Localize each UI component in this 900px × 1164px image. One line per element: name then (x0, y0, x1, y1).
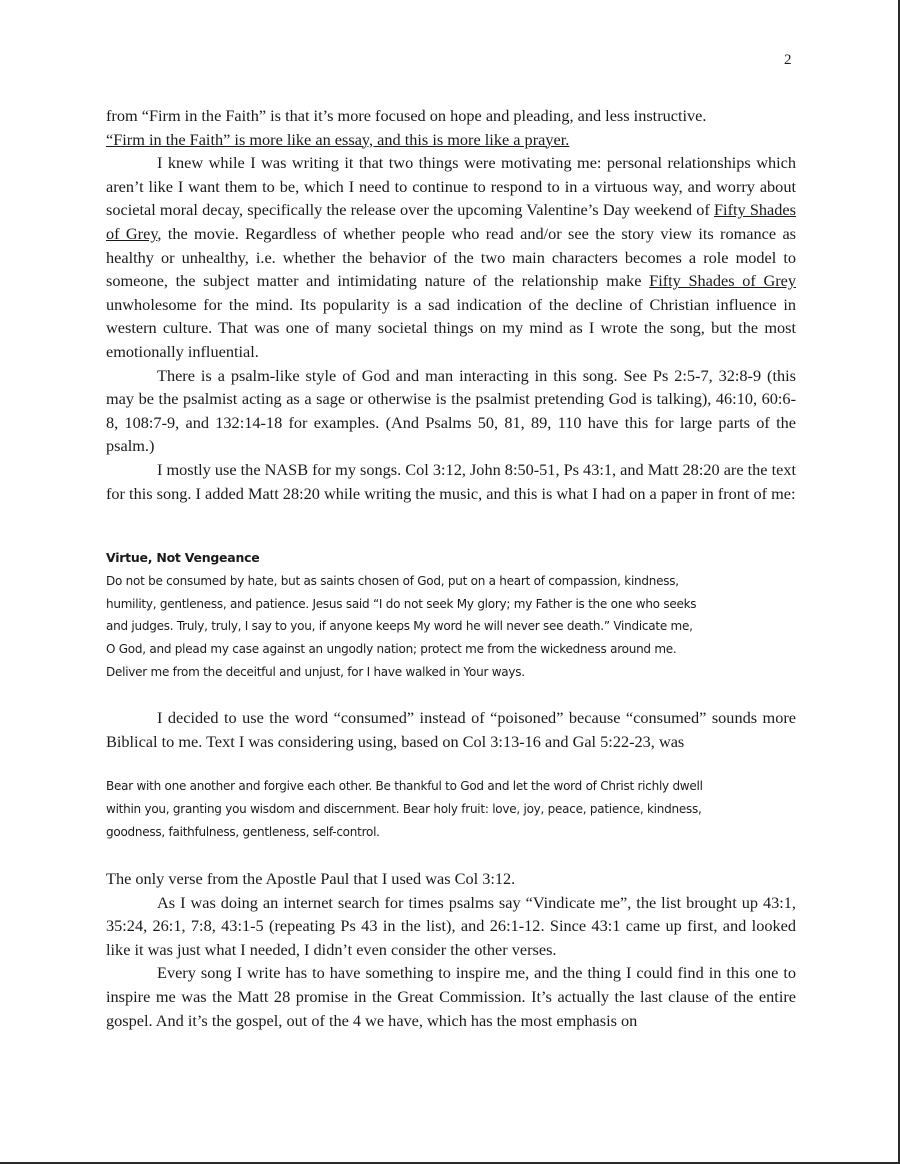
inspiration-paragraph: Every song I write has to have something to inspire me, and the thing I could find in this one to inspire me was the Matt 28 promise in the Great Commission. It’s actually the last clause of the entire gospel. And it’s the gospel, out of the 4 we have, which has the most emphasis on (106, 963, 796, 1030)
motivation-text-2: , the movie. Regardless of whether people who read and/or see the story view its romance as healthy or unhealthy, i.e. whether the behavior of the two main characters becomes a role model to someone, the subject matter and intimidating nature of the relationship make (106, 223, 797, 291)
song-title: Virtue, Not Vengeance (106, 550, 260, 565)
song-line: humility, gentleness, and patience. Jesus said “I do not seek My glory; my Father is the one who seeks (106, 596, 697, 611)
intro-comparison: “Firm in the Faith” is more like an essay, and this is more like a prayer. (106, 129, 570, 149)
motivation-text-1: I knew while I was writing it that two things were motivating me: personal relationships which aren’t like I want them to be, which I need to continue to respond to in a virtuous way, and worry about societal moral decay, specifically the release over the upcoming Valentine’s Day weekend of (106, 153, 796, 220)
word-choice-block (106, 706, 796, 753)
search-paragraph: As I was doing an internet search for times psalms say “Vindicate me”, the list brought up 43:1, 35:24, 26:1, 7:8, 43:1-5 (repeating Ps 43 in the list), and 26:1-12. Since 43:1 came up first, and looked like it was just what I needed, I didn’t even consider the other verses. (106, 892, 796, 959)
considered-text-block (106, 775, 806, 843)
document-body-upper (106, 104, 796, 505)
paul-note-paragraph: The only verse from the Apostle Paul that I used was Col 3:12. (106, 869, 516, 888)
word-choice-paragraph: I decided to use the word “consumed” instead of “poisoned” because “consumed” sounds more Biblical to me. Text I was considering using, based on Col 3:13-16 and Gal 5:22-23, was (106, 708, 796, 751)
intro-continuation: from “Firm in the Faith” is that it’s more focused on hope and pleading, and less instructive. (106, 106, 707, 125)
song-line: Do not be consumed by hate, but as saints chosen of God, put on a heart of compassion, kindness, (106, 573, 679, 588)
song-text-block (106, 547, 806, 684)
movie-title-link: Fifty Shades of Grey (106, 200, 796, 243)
song-line: and judges. Truly, truly, I say to you, if anyone keeps My word he will never see death.” Vindicate me, (106, 619, 693, 634)
motivation-text-3: unwholesome for the mind. Its popularity is a sad indication of the decline of Christian influence in western culture. That was one of many societal things on my mind as I wrote the song, but the most emotionally influential. (106, 294, 796, 361)
movie-title-link-2: Fifty Shades of Grey (649, 271, 797, 291)
song-line: O God, and plead my case against an ungodly nation; protect me from the wickedness around me. (106, 642, 677, 657)
sources-paragraph: I mostly use the NASB for my songs. Col 3:12, John 8:50-51, Ps 43:1, and Matt 28:20 are the text for this song. I added Matt 28:20 while writing the music, and this is what I had on a paper in front of me: (106, 459, 797, 503)
song-line: Deliver me from the deceitful and unjust, for I have walked in Your ways. (106, 664, 525, 679)
considered-line: Bear with one another and forgive each other. Be thankful to God and let the word of Christ richly dwell (106, 779, 703, 793)
considered-line: within you, granting you wisdom and discernment. Bear holy fruit: love, joy, peace, patience, kindness, (106, 801, 702, 816)
psalm-style-paragraph: There is a psalm-like style of God and man interacting in this song. See Ps 2:5-7, 32:8-9 (this may be the psalmist acting as a sage or otherwise is the psalmist pretending God is talking), 46:10, 60:6-8, 108:7-9, and 132:14-18 for examples. (And Psalms 50, 81, 89, 110 have this for large parts of the psalm.) (106, 365, 796, 456)
page-number: 2 (784, 52, 792, 68)
motivation-paragraph (106, 151, 796, 363)
document-body-lower (106, 867, 796, 1032)
considered-line: goodness, faithfulness, gentleness, self-control. (106, 824, 380, 839)
